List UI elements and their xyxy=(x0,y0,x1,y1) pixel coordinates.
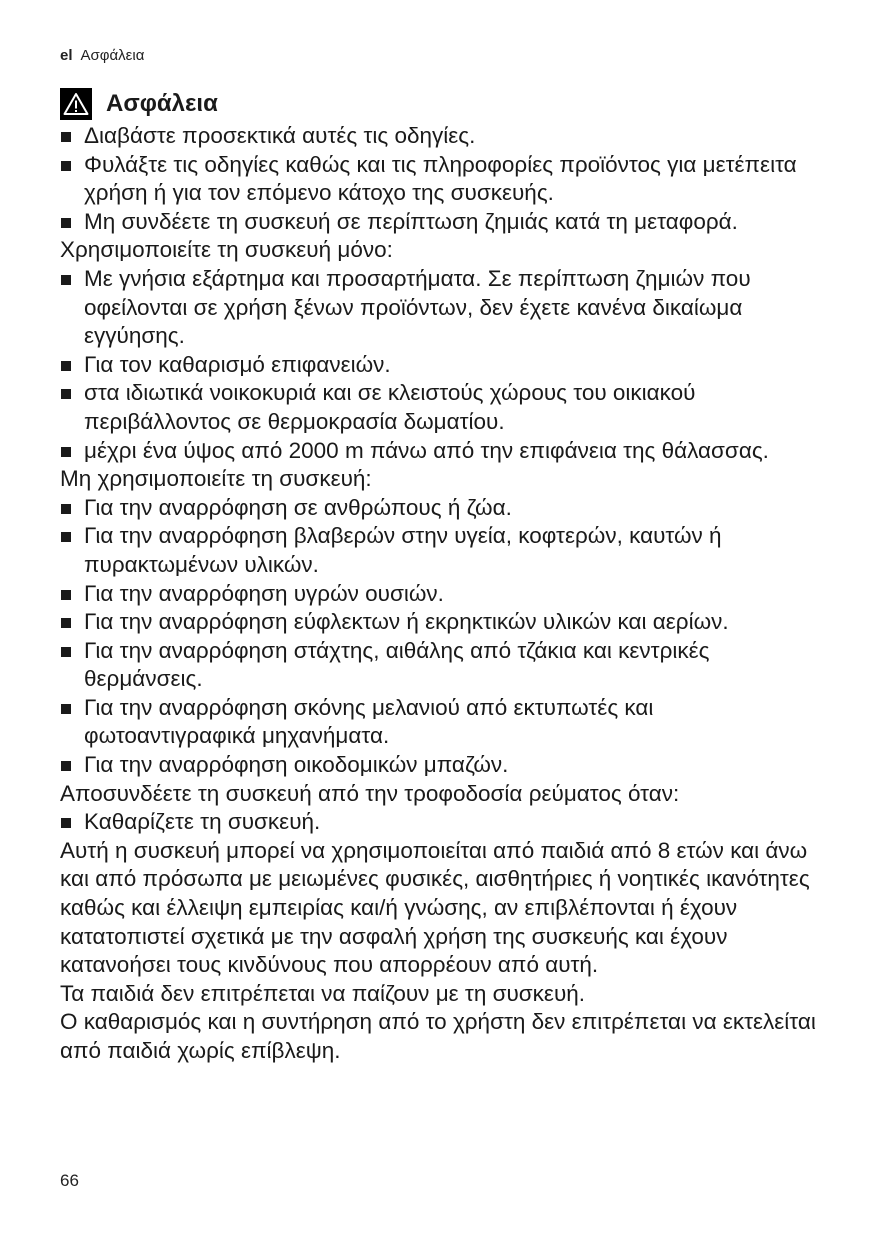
bullet-list xyxy=(60,494,830,780)
running-header-section: Ασφάλεια xyxy=(80,47,145,64)
list-item: μέχρι ένα ύψος από 2000 m πάνω από την επιφάνεια της θάλασσας. xyxy=(60,437,830,466)
list-item: Με γνήσια εξάρτημα και προσαρτήματα. Σε περίπτωση ζημιών που οφείλονται σε χρήση ξένων προϊόντων, δεν έχετε κανένα δικαίωμα εγγύησης. xyxy=(60,265,830,351)
section-title xyxy=(60,88,830,120)
safety-content xyxy=(60,122,830,1066)
language-code: el xyxy=(60,47,73,64)
list-item: Για την αναρρόφηση σκόνης μελανιού από εκτυπωτές και φωτοαντιγραφικά μηχανήματα. xyxy=(60,694,830,751)
list-item: Καθαρίζετε τη συσκευή. xyxy=(60,808,830,837)
list-item: Για την αναρρόφηση εύφλεκτων ή εκρηκτικών υλικών και αερίων. xyxy=(60,608,830,637)
page xyxy=(60,46,830,1066)
list-item: Για την αναρρόφηση στάχτης, αιθάλης από τζάκια και κεντρικές θερμάνσεις. xyxy=(60,637,830,694)
paragraph: Χρησιμοποιείτε τη συσκευή μόνο: xyxy=(60,237,393,263)
list-item: Για την αναρρόφηση υγρών ουσιών. xyxy=(60,580,830,609)
list-item: Για την αναρρόφηση βλαβερών στην υγεία, κοφτερών, καυτών ή πυρακτωμένων υλικών. xyxy=(60,522,830,579)
list-item: Μη συνδέετε τη συσκευή σε περίπτωση ζημιάς κατά τη μεταφορά. xyxy=(60,208,830,237)
page-title: Ασφάλεια xyxy=(106,90,218,117)
running-header xyxy=(60,46,830,66)
bullet-list xyxy=(60,265,830,465)
paragraph: Αποσυνδέετε τη συσκευή από την τροφοδοσία ρεύματος όταν: xyxy=(60,780,680,806)
list-item: στα ιδιωτικά νοικοκυριά και σε κλειστούς χώρους του οικιακού περιβάλλοντος σε θερμοκρασία δωματίου. xyxy=(60,379,830,436)
list-item: Φυλάξτε τις οδηγίες καθώς και τις πληροφορίες προϊόντος για μετέπειτα χρήση ή για τον επόμενο κάτοχο της συσκευής. xyxy=(60,151,830,208)
paragraph: Αυτή η συσκευή μπορεί να χρησιμοποιείται από παιδιά από 8 ετών και άνω και από πρόσωπα με μειωμένες φυσικές, αισθητήριες ή νοητικές ικανότητες καθώς και έλλειψη εμπειρίας και/ή γνώσης, αν επιβλέπονται ή έχουν κατατοπιστεί σχετικά με την ασφαλή χρήση της συσκευής και έχουν κατανοήσει τους κινδύνους που απορρέουν από αυτή. xyxy=(60,837,810,978)
page-number: 66 xyxy=(60,1171,79,1190)
bullet-list xyxy=(60,808,830,837)
paragraph: Ο καθαρισμός και η συντήρηση από το χρήστη δεν επιτρέπεται να εκτελείται από παιδιά χωρίς επίβλεψη. xyxy=(60,1009,816,1063)
list-item: Για την αναρρόφηση οικοδομικών μπαζών. xyxy=(60,751,830,780)
paragraph: Τα παιδιά δεν επιτρέπεται να παίζουν με τη συσκευή. xyxy=(60,980,586,1006)
list-item: Για την αναρρόφηση σε ανθρώπους ή ζώα. xyxy=(60,494,830,523)
warning-triangle-icon xyxy=(60,88,92,120)
paragraph: Μη χρησιμοποιείτε τη συσκευή: xyxy=(60,466,372,492)
bullet-list xyxy=(60,122,830,236)
list-item: Διαβάστε προσεκτικά αυτές τις οδηγίες. xyxy=(60,122,830,151)
list-item: Για τον καθαρισμό επιφανειών. xyxy=(60,351,830,380)
